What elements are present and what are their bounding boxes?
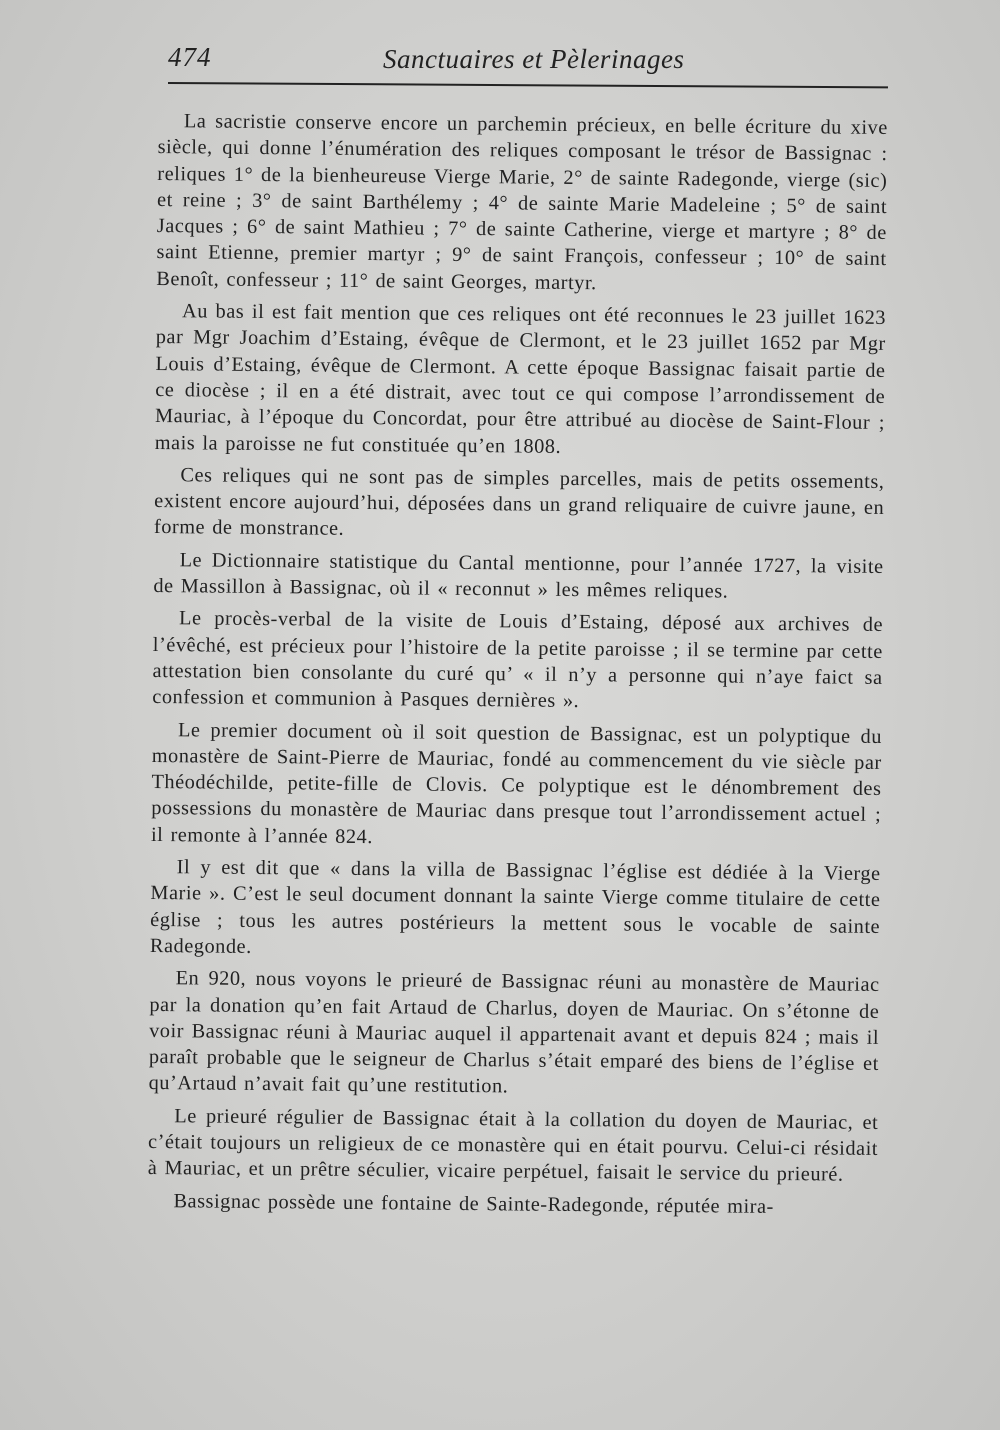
paragraph-villa: Il y est dit que « dans la villa de Bassignac l’église est dédiée à la Vierge Marie ». C’est le seul document donnant la sainte Vierge comme titulaire de cette église ; tous les autres postérieurs la mettent sous le vocable de sainte Radegonde.: [149, 856, 881, 958]
page-header: [168, 34, 888, 78]
paragraph-dictionary: Le Dictionnaire statistique du Cantal mentionne, pour l’année 1727, la visite de Massillon à Bassignac, où il « reconnut » les mêmes reliques.: [153, 548, 884, 603]
paragraph-polyptique: Le premier document où il soit question de Bassignac, est un polyptique du monastère de Saint-Pierre de Mauriac, fondé au commencement du vie siècle par Théodéchilde, petite-fille de Clovis. Ce polyptique est le dénombrement des possessions du monastère de Mauriac dans presque tout l’arrondissement actuel ; il remonte à l’année 824.: [150, 718, 883, 848]
paragraph-donation: En 920, nous voyons le prieuré de Bassignac réuni au monastère de Mauriac par la donation qu’en fait Artaud de Charlus, doyen de Mauriac. On s’étonne de voir Bassignac réuni à Mauriac auquel il appartenait avant et depuis 824 ; mais il paraît probable que le seigneur de Charlus s’était emparé des biens de l’église et qu’Artaud n’avait fait qu’une restitution.: [148, 967, 880, 1098]
running-title: Sanctuaires et Pèlerinages: [383, 44, 685, 74]
page-number: 474: [168, 42, 212, 72]
paragraph-prieure: Le prieuré régulier de Bassignac était à la collation du doyen de Mauriac, et c’était toujours un religieux de ce monastère qui en était pourvu. Celui-ci résidait à Mauriac, et un prêtre séculier, vicaire perpétuel, faisait le service du prieuré.: [147, 1104, 879, 1186]
paragraph-relics-list: La sacristie conserve encore un parchemin précieux, en belle écriture du xive siècle, qui donne l’énumération des reliques composant le trésor de Bassignac : reliques 1° de la bienheureuse Vierge Marie, 2° de sainte Radegonde, vierge (sic) et reine ; 3° de saint Barthélemy ; 4° de sainte Marie Madeleine ; 5° de saint Jacques ; 6° de saint Mathieu ; 7° de sainte Catherine, vierge et martyre ; 8° de saint Etienne, premier martyr ; 9° de saint François, confesseur ; 10° de saint Benoît, confesseur ; 11° de saint Georges, martyr.: [156, 110, 888, 295]
paragraph-recognition: Au bas il est fait mention que ces reliques ont été reconnues le 23 juillet 1623 par Mgr Joachim d’Estaing, évêque de Clermont, et le 23 juillet 1652 par Mgr Louis d’Estaing, évêque de Clermont. A cette époque Bassignac faisait partie de ce diocèse ; il en a été distrait, avec tout ce qui compose l’arrondissement de Mauriac, à l’époque du Concordat, pour être attribué au diocèse de Saint-Flour ; mais la paroisse ne fut constituée qu’en 1808.: [154, 300, 887, 458]
paragraph-fontaine: Bassignac possède une fontaine de Sainte-Radegonde, réputée mira-: [173, 1189, 775, 1218]
paragraph-proces-verbal: Le procès-verbal de la visite de Louis d’Estaing, déposé aux archives de l’évêché, est précieux pour l’histoire de la petite paroisse ; il se termine par cette attestation bien consolante du curé qu’ « il n’y a personne qui n’aye faict sa confession et communion à Pasques dernières ».: [152, 607, 884, 713]
paragraph-reliquary: Ces reliques qui ne sont pas de simples parcelles, mais de petits ossements, existent encore aujourd’hui, déposées dans un grand reliquaire de cuivre jaune, en forme de monstrance.: [153, 464, 885, 541]
header-rule: [168, 82, 888, 88]
body-text: [147, 108, 888, 1227]
